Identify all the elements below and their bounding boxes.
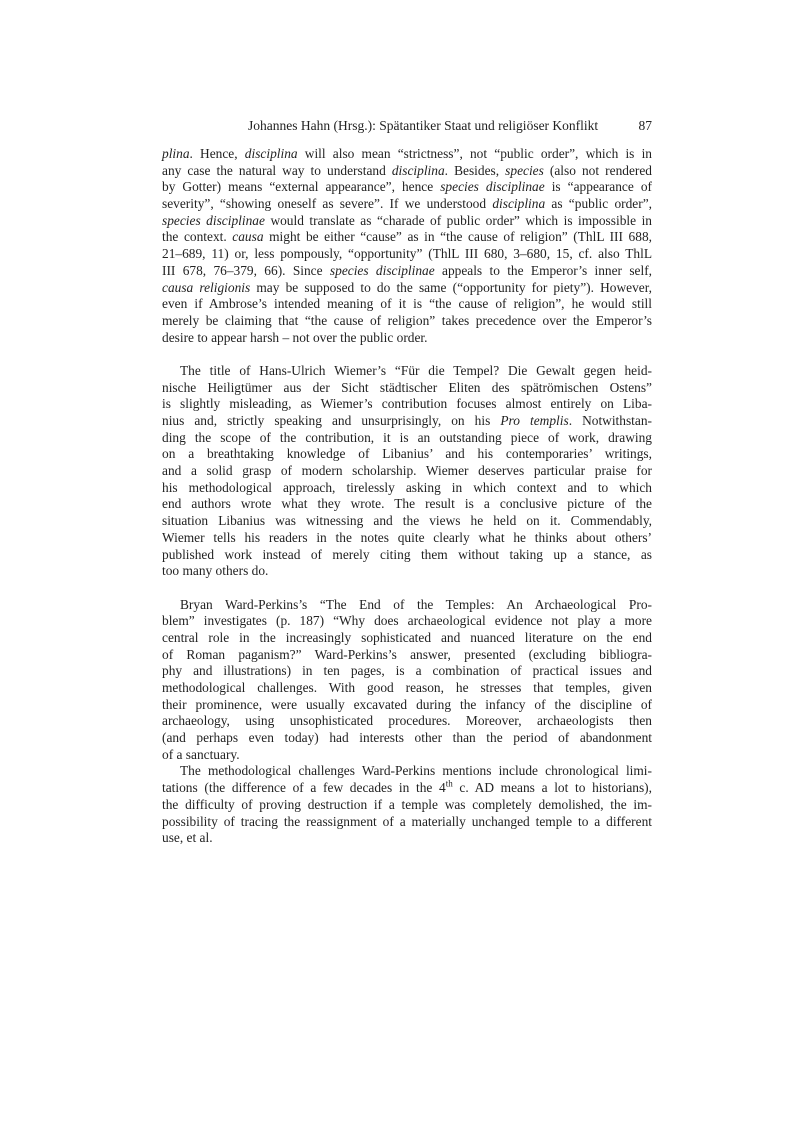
text-run: as “public order”, [545,196,653,212]
paragraph [162,597,652,764]
text-line [162,797,652,814]
text-line [162,830,652,847]
text-line [162,313,652,330]
text-line [162,380,652,397]
text-run: the context. [162,229,233,245]
text-run: any case the natural way to understand [162,162,392,178]
text-run: nische Heiligtümer aus der Sicht städtischer Eliten des spätrömischen Ostens” [162,379,652,395]
text-line [162,730,652,747]
text-run: too many others do. [162,563,269,579]
text-run: archaeology, using unsophisticated procedures. Moreover, archaeologists then [162,713,652,729]
text-run: ding the scope of the contribution, it is an outstanding piece of work, drawing [162,429,652,445]
italic-text: disciplina [391,162,445,178]
text-run: and a solid grasp of modern scholarship. Wiemer deserves particular praise for [162,463,652,479]
text-line [162,196,652,213]
text-line [162,480,652,497]
text-line [162,547,652,564]
text-run: appeals to the Emperor’s inner self, [434,262,653,278]
superscript: th [445,778,453,789]
text-line [162,446,652,463]
text-run: published work instead of merely citing them without taking up a stance, as [162,546,652,562]
text-line [162,229,652,246]
text-line [162,396,652,413]
text-run: The title of Hans-Ulrich Wiemer’s “Für die Tempel? Die Gewalt gegen heid- [180,362,652,378]
italic-text: species disciplinae [162,212,265,228]
text-line [162,246,652,263]
text-line [162,363,652,380]
italic-text: species disciplinae [440,179,545,195]
text-line [162,463,652,480]
text-line [162,563,652,580]
text-run: tations (the difference of a few decades in the 4 [162,780,446,796]
italic-text: species disciplinae [329,262,435,278]
text-run: severity”, “showing oneself as severe”. If we understood [162,196,493,212]
text-run: (and perhaps even today) had interests other than the period of abandonment [162,730,652,746]
text-run: may be supposed to do the same (“opportunity for piety”). However, [250,279,652,295]
text-line [162,680,652,697]
paragraph [162,363,652,580]
text-line [162,814,652,831]
italic-text: disciplina [244,146,298,161]
text-line [162,263,652,280]
text-line [162,413,652,430]
italic-text: species [505,162,544,178]
text-run: methodological challenges. With good reason, he stresses that temples, given [162,680,652,695]
text-line [162,496,652,513]
text-line [162,179,652,196]
text-line [162,663,652,680]
italic-text: Pro templis [500,413,569,428]
text-run: end authors wrote what they wrote. The result is a conclusive picture of the [162,496,652,512]
text-line [162,780,652,797]
text-run: Wiemer tells his readers in the notes quite clearly what he thinks about others’ [162,529,652,545]
page-number: 87 [638,118,652,133]
text-line [162,213,652,230]
text-line [162,647,652,664]
text-run: . Notwithstan- [568,413,653,428]
text-run: desire to appear harsh – not over the public order. [162,329,428,345]
text-line [162,280,652,297]
text-run: the difficulty of proving destruction if a temple was completely demolished, the im- [162,796,652,812]
text-run: is “appearance of [544,179,653,195]
text-line [162,713,652,730]
text-run: . Besides, [444,162,506,178]
text-run: his methodological approach, tirelessly asking in which context and to which [162,479,652,495]
text-run: might be either “cause” as in “the cause of religion” (ThlL III 688, [263,229,652,245]
text-run: c. AD means a lot to historians), [452,780,652,796]
text-line [162,697,652,714]
text-line [162,747,652,764]
text-line [162,613,652,630]
text-run: (also not rendered [543,162,652,178]
text-run: . Hence, [189,146,245,161]
italic-text: disciplina [492,196,546,212]
text-line [162,630,652,647]
text-run: merely be claiming that “the cause of religion” takes precedence over the Emperor’s [162,312,652,328]
text-run: situation Libanius was witnessing and the views he held on it. Commendably, [162,513,652,529]
text-line [162,530,652,547]
running-title: Johannes Hahn (Hrsg.): Spätantiker Staat und religiöser Konflikt [248,118,599,133]
text-line [162,763,652,780]
italic-text: causa [232,229,264,245]
text-run: III 678, 76–379, 66). Since [162,262,330,278]
text-run: by Gotter) means “external appearance”, hence [162,179,441,195]
text-line [162,146,652,163]
text-run: The methodological challenges Ward-Perkins mentions include chronological limi- [180,763,652,779]
text-run: will also mean “strictness”, not “public order”, which is in [297,146,652,161]
text-run: nius and, strictly speaking and unsurprisingly, on his [162,413,501,428]
body-text [162,146,652,847]
text-run: phy and illustrations) in ten pages, is a combination of practical issues and [162,663,652,679]
text-run: central role in the increasingly sophisticated and nuanced literature on the end [162,629,652,645]
text-run: would translate as “charade of public order” which is impossible in [264,212,652,228]
text-line [162,513,652,530]
text-run: of a sanctuary. [162,746,240,762]
paragraph [162,146,652,346]
text-run: Bryan Ward-Perkins’s “The End of the Temples: An Archaeological Pro- [180,596,652,612]
text-run: is slightly misleading, as Wiemer’s contribution focuses almost entirely on Liba- [162,396,652,412]
text-run: on a breathtaking knowledge of Libanius’ and his contemporaries’ writings, [162,446,652,462]
text-run: even if Ambrose’s intended meaning of it is “the cause of religion”, he would still [162,296,652,312]
text-run: possibility of tracing the reassignment of a materially unchanged temple to a different [162,813,652,829]
italic-text: plina [162,146,190,161]
text-line [162,330,652,347]
text-run: blem” investigates (p. 187) “Why does archaeological evidence not play a more [162,613,652,629]
text-run: 21–689, 11) or, less pompously, “opportunity” (ThlL III 680, 3–680, 15, cf. also ThlL [162,246,652,262]
italic-text: causa religionis [162,279,251,295]
text-run: their prominence, were usually excavated during the infancy of the discipline of [162,696,652,712]
text-line [162,296,652,313]
text-line [162,597,652,614]
paragraph [162,763,652,846]
text-line [162,430,652,447]
text-run: use, et al. [162,830,213,846]
text-run: of Roman paganism?” Ward-Perkins’s answer, presented (excluding bibliogra- [162,646,652,662]
text-line [162,163,652,180]
